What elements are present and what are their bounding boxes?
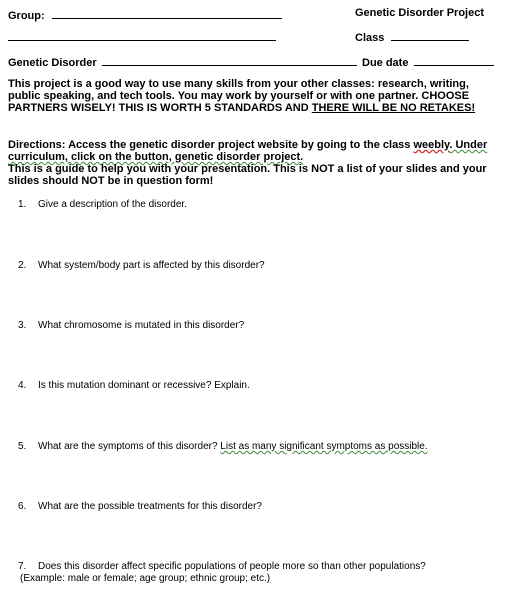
intro-text: This project is a good way to use many skills from your other classes: research, writing, public speaking, and tech tools. You may work by yourself or with one partner. CHOOSE PARTNERS WISELY! THIS IS WORTH 5 STANDARDS AND [8, 78, 470, 114]
question-3 [18, 320, 244, 332]
question-4 [18, 380, 250, 392]
disorder-blank[interactable] [102, 54, 357, 66]
question-number: 5. [18, 441, 27, 452]
question-text: What are the possible treatments for this disorder? [38, 501, 262, 512]
question-extra: (Example: male or female; age group; ethnic group; etc.) [20, 573, 271, 584]
due-date-blank[interactable] [414, 54, 494, 66]
question-text: Give a description of the disorder. [38, 199, 187, 210]
class-row [355, 29, 469, 44]
class-blank[interactable] [391, 29, 469, 41]
group-blank[interactable] [52, 7, 282, 19]
question-5 [18, 441, 428, 453]
question-number: 3. [18, 320, 27, 331]
question-number: 4. [18, 380, 27, 391]
group-blank-2[interactable] [8, 29, 276, 41]
intro-paragraph [8, 78, 500, 114]
class-label: Class [355, 32, 385, 44]
directions-text: Directions: Access the genetic disorder project website by going to the class [8, 139, 414, 151]
question-number: 6. [18, 501, 27, 512]
question-text: What system/body part is affected by this disorder? [38, 260, 265, 271]
due-date-label: Due date [362, 57, 409, 69]
group-label: Group: [8, 10, 45, 22]
project-title: Genetic Disorder Project [355, 7, 484, 19]
question-number: 2. [18, 260, 27, 271]
directions-text-2: . Under curriculum, click on the button, genetic disorder project. [8, 139, 488, 163]
question-number: 7. [18, 561, 27, 572]
question-6 [18, 501, 262, 513]
question-text: What are the symptoms of this disorder? [38, 441, 221, 452]
question-text: What chromosome is mutated in this disorder? [38, 320, 245, 331]
group-second-row [8, 29, 276, 44]
question-text: Is this mutation dominant or recessive? Explain. [38, 380, 250, 391]
due-date-row [362, 54, 494, 69]
genetic-disorder-label: Genetic Disorder [8, 57, 97, 69]
question-1 [18, 199, 187, 211]
question-extra: List as many significant symptoms as possible. [220, 441, 428, 452]
disorder-row [8, 54, 357, 69]
directions-paragraph [8, 139, 500, 163]
no-retakes-text: THERE WILL BE NO RETAKES! [311, 102, 476, 114]
question-7 [18, 561, 426, 585]
weebly-link[interactable]: weebly [413, 139, 450, 151]
question-2 [18, 260, 265, 272]
group-row [8, 7, 282, 22]
question-number: 1. [18, 199, 27, 210]
question-text: Does this disorder affect specific populations of people more so than other populations? [38, 561, 426, 572]
guide-paragraph: This is a guide to help you with your presentation. This is NOT a list of your slides and your slides should NOT be in question form! [8, 163, 487, 187]
